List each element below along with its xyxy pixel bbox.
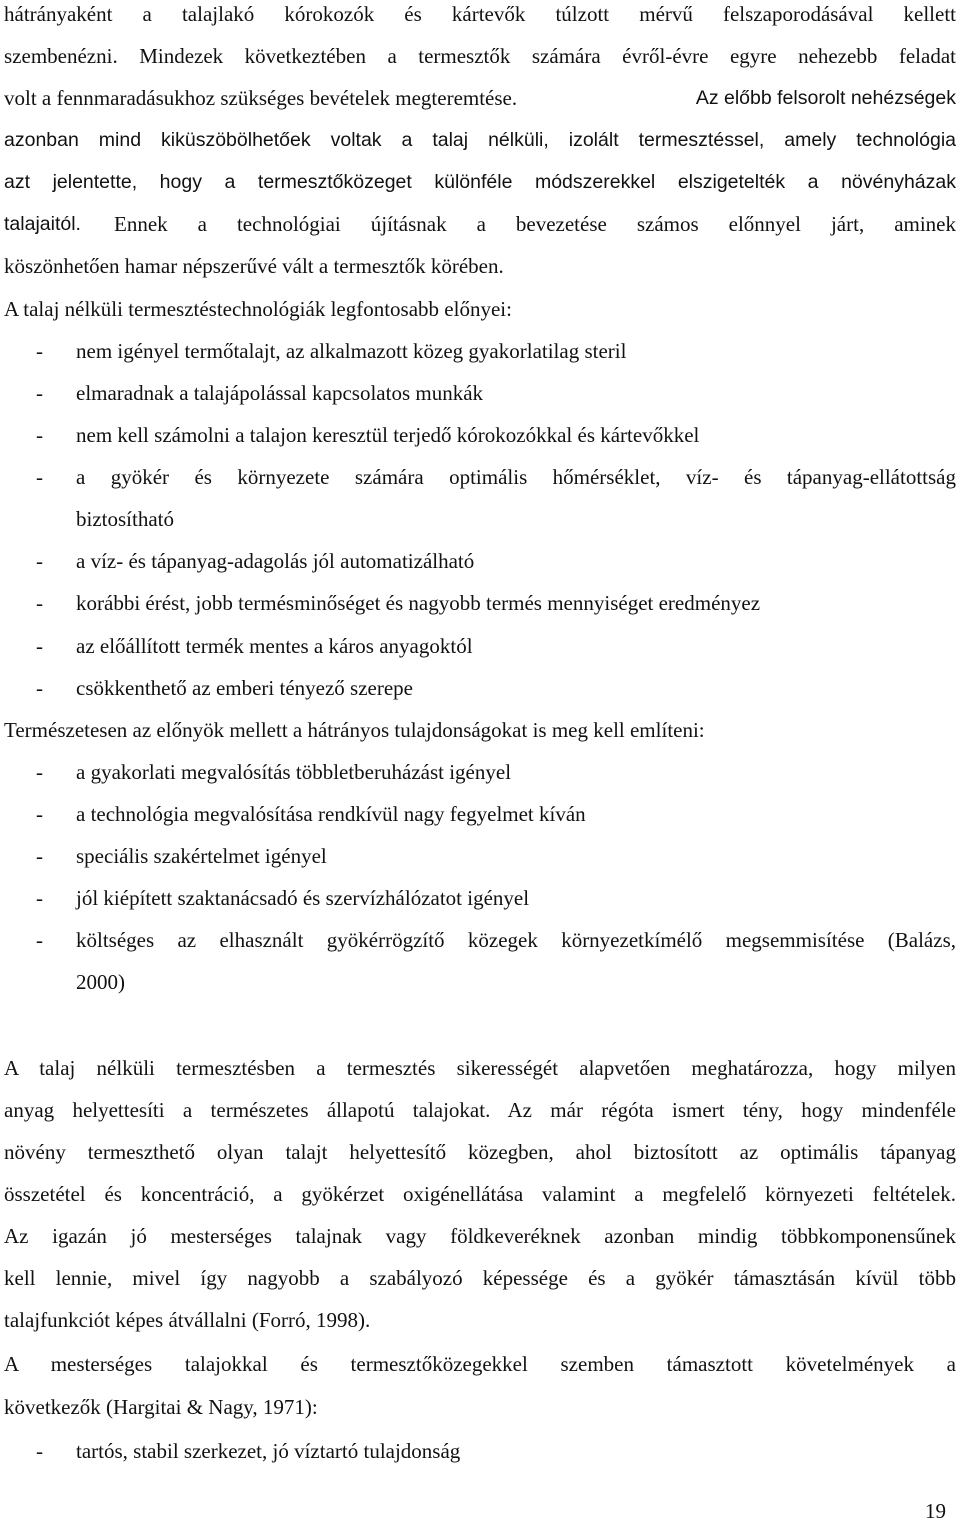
list-item <box>4 625 956 667</box>
paragraph-line: következők (Hargitai & Nagy, 1971): <box>4 1395 318 1419</box>
document-page <box>4 0 956 1524</box>
list-item <box>4 877 956 919</box>
paragraph-text: Ennek a technológiai újításnak a bevezetése számos előnnyel járt, aminek <box>114 212 956 236</box>
bullet-dash: - <box>36 802 43 826</box>
paragraph-line: szembenézni. Mindezek következtében a termesztők számára évről-évre egyre nehezebb feladat <box>4 44 956 68</box>
paragraph-line: talajfunkciót képes átvállalni (Forró, 1998). <box>4 1308 371 1332</box>
list-item <box>4 330 956 372</box>
list-item-text: csökkenthető az emberi tényező szerepe <box>76 676 413 700</box>
list-item-text: a víz- és tápanyag-adagolás jól automatizálható <box>76 549 475 573</box>
list-item-continuation <box>4 961 956 1003</box>
list-item-text: nem igényel termőtalajt, az alkalmazott közeg gyakorlatilag steril <box>76 339 627 363</box>
paragraph-line: Az igazán jó mesterséges talajnak vagy földkeveréknek azonban mindig többkomponensűnek <box>4 1224 956 1248</box>
bullet-dash: - <box>36 339 43 363</box>
bullet-dash: - <box>36 886 43 910</box>
advantages-intro: A talaj nélküli termesztéstechnológiák legfontosabb előnyei: <box>4 297 512 321</box>
list-item <box>4 793 956 835</box>
list-item-text: speciális szakértelmet igényel <box>76 844 327 868</box>
paragraph-line-sans: azonban mind kiküszöbölhetőek voltak a talaj nélküli, izolált termesztéssel, amely technológia <box>4 129 956 151</box>
list-item <box>4 919 956 961</box>
list-item <box>4 540 956 582</box>
list-item-text: jól kiépített szaktanácsadó és szervízhálózatot igényel <box>76 886 530 910</box>
disadvantages-intro: Természetesen az előnyök mellett a hátrányos tulajdonságokat is meg kell említeni: <box>4 718 705 742</box>
list-item <box>4 582 956 624</box>
bullet-dash: - <box>36 423 43 447</box>
paragraph-text: volt a fennmaradásukhoz szükséges bevételek megteremtése. <box>4 86 518 110</box>
list-item-text: a gyökér és környezete számára optimális hőmérséklet, víz- és tápanyag-ellátottság <box>76 465 956 489</box>
paragraph-line: összetétel és koncentráció, a gyökérzet oxigénellátása valamint a megfelelő környezeti feltételek. <box>4 1182 956 1206</box>
list-item-text: nem kell számolni a talajon keresztül terjedő kórokozókkal és kártevőkkel <box>76 423 700 447</box>
list-item <box>4 414 956 456</box>
list-item <box>4 456 956 498</box>
bullet-dash: - <box>36 591 43 615</box>
list-item <box>4 835 956 877</box>
list-item-text: 2000) <box>76 970 125 994</box>
paragraph-line: A mesterséges talajokkal és termesztőközegekkel szemben támasztott követelmények a <box>4 1352 956 1376</box>
bullet-dash: - <box>36 760 43 784</box>
page-number: 19 <box>925 1499 946 1523</box>
paragraph-text-sans: talajaitól. <box>4 213 81 235</box>
paragraph-line: kell lennie, mivel így nagyobb a szabályozó képessége és a gyökér támasztásán kívül több <box>4 1266 956 1290</box>
list-item-text: költséges az elhasznált gyökérrögzítő közegek környezetkímélő megsemmisítése (Balázs, <box>76 928 956 952</box>
list-item <box>4 751 956 793</box>
bullet-dash: - <box>36 549 43 573</box>
list-item-text: az előállított termék mentes a káros anyagoktól <box>76 634 473 658</box>
list-item-text: korábbi érést, jobb termésminőséget és nagyobb termés mennyiséget eredményez <box>76 591 761 615</box>
bullet-dash: - <box>36 844 43 868</box>
list-item-text: a gyakorlati megvalósítás többletberuházást igényel <box>76 760 512 784</box>
paragraph-text-sans: Az előbb felsorolt nehézségek <box>695 87 956 109</box>
paragraph-line: köszönhetően hamar népszerűvé vált a termesztők körében. <box>4 254 504 278</box>
list-item-text: elmaradnak a talajápolással kapcsolatos munkák <box>76 381 484 405</box>
bullet-dash: - <box>36 381 43 405</box>
bullet-dash: - <box>36 1439 43 1463</box>
paragraph-line: A talaj nélküli termesztésben a termesztés sikerességét alapvetően meghatározza, hogy milyen <box>4 1056 956 1080</box>
paragraph-line: hátrányaként a talajlakó kórokozók és kártevők túlzott mérvű felszaporodásával kellett <box>4 2 956 26</box>
list-item <box>4 667 956 709</box>
bullet-dash: - <box>36 465 43 489</box>
list-item-text: biztosítható <box>76 507 174 531</box>
list-item-continuation <box>4 498 956 540</box>
paragraph-line: anyag helyettesíti a természetes állapotú talajokat. Az már régóta ismert tény, hogy mindenféle <box>4 1098 956 1122</box>
paragraph-line-sans: azt jelentette, hogy a termesztőközeget különféle módszerekkel elszigetelték a növényházak <box>4 171 956 193</box>
list-item-text: a technológia megvalósítása rendkívül nagy fegyelmet kíván <box>76 802 586 826</box>
list-item-text: tartós, stabil szerkezet, jó víztartó tulajdonság <box>76 1439 461 1463</box>
bullet-dash: - <box>36 676 43 700</box>
list-item <box>4 372 956 414</box>
paragraph-line: növény termeszthető olyan talajt helyettesítő közegben, ahol biztosított az optimális tápanyag <box>4 1140 956 1164</box>
list-item <box>4 1430 956 1472</box>
bullet-dash: - <box>36 928 43 952</box>
bullet-dash: - <box>36 634 43 658</box>
